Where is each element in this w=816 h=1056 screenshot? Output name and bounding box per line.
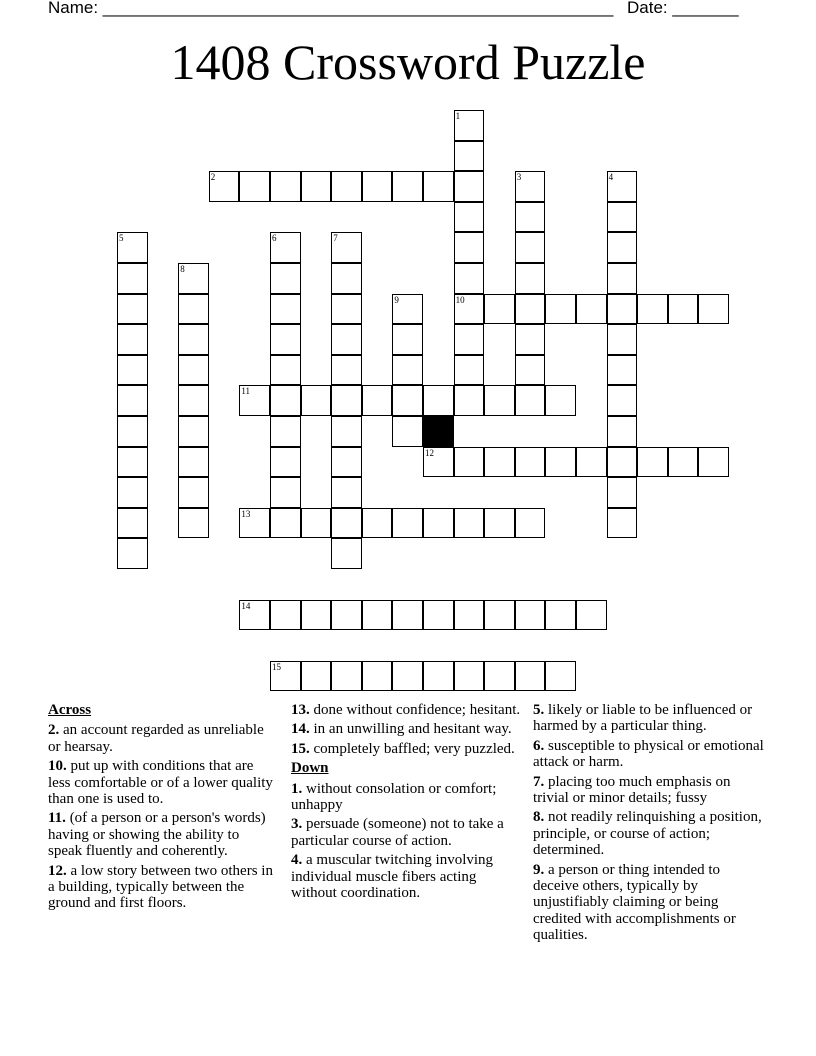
clue-down-9 (533, 862, 768, 944)
grid-cell[interactable] (454, 447, 485, 478)
grid-cell[interactable] (484, 294, 515, 325)
clue-down-4 (291, 852, 523, 901)
clue-text: (of a person or a person's words) having or showing the ability to speak fluently and coherently. (48, 810, 266, 860)
grid-cell[interactable] (270, 385, 301, 416)
grid-cell[interactable] (331, 600, 362, 631)
clue-number-label: 8 (180, 264, 185, 274)
clue-text: put up with conditions that are less comfortable or of a lower quality than one is used to. (48, 758, 273, 808)
grid-cell[interactable] (607, 416, 638, 447)
grid-cell[interactable] (515, 324, 546, 355)
grid-cell[interactable] (454, 110, 485, 141)
grid-cell[interactable] (515, 385, 546, 416)
grid-cell[interactable] (454, 324, 485, 355)
grid-cell[interactable] (117, 355, 148, 386)
grid-cell[interactable] (545, 294, 576, 325)
grid-cell[interactable] (331, 294, 362, 325)
grid-cell[interactable] (239, 385, 270, 416)
clue-text: placing too much emphasis on trivial or minor details; fussy (533, 773, 731, 807)
grid-cell[interactable] (392, 171, 423, 202)
grid-cell[interactable] (423, 600, 454, 631)
grid-cell[interactable] (545, 385, 576, 416)
grid-cell[interactable] (270, 263, 301, 294)
grid-cell[interactable] (515, 263, 546, 294)
grid-cell[interactable] (576, 600, 607, 631)
clue-number-label: 4 (608, 172, 614, 183)
grid-cell[interactable] (576, 447, 607, 478)
grid-cell[interactable] (117, 508, 148, 539)
grid-cell[interactable] (454, 661, 485, 692)
grid-cell[interactable] (423, 661, 454, 692)
grid-cell[interactable] (454, 263, 485, 294)
clue-number-label: 15 (272, 661, 281, 672)
grid-cell[interactable] (454, 355, 485, 386)
grid-cell[interactable] (515, 600, 546, 631)
grid-cell[interactable] (484, 661, 515, 692)
grid-cell[interactable] (484, 600, 515, 631)
clue-number-label: 13 (241, 508, 251, 519)
grid-cell[interactable] (270, 600, 301, 631)
grid-cell[interactable] (117, 263, 148, 294)
clue-across-15 (291, 741, 523, 757)
clue-text: likely or liable to be influenced or harmed by a particular thing. (533, 702, 753, 735)
grid-cell[interactable] (178, 324, 209, 355)
grid-cell[interactable] (515, 661, 546, 692)
grid-cell[interactable] (117, 538, 148, 569)
clue-text: done without confidence; hesitant. (313, 702, 521, 718)
grid-cell[interactable] (607, 355, 638, 386)
grid-cell[interactable] (301, 508, 332, 539)
grid-cell[interactable] (117, 477, 148, 508)
clue-column-3 (533, 702, 768, 947)
grid-cell[interactable] (637, 447, 668, 478)
clue-across-12 (48, 863, 276, 912)
grid-cell[interactable] (117, 385, 148, 416)
grid-cell[interactable] (698, 447, 729, 478)
clue-text: a muscular twitching involving individual muscle fibers acting without coordination. (291, 852, 494, 902)
page-title: 1408 Crossword Puzzle (170, 34, 646, 90)
clue-number: 14. (291, 721, 310, 738)
clue-number-label: 6 (272, 233, 277, 244)
clue-number: 12. (48, 862, 67, 879)
grid-cell[interactable] (178, 294, 209, 325)
grid-cell[interactable] (178, 447, 209, 478)
grid-cell[interactable] (362, 661, 393, 692)
grid-cell[interactable] (178, 355, 209, 386)
grid-cell[interactable] (331, 324, 362, 355)
grid-cell[interactable] (484, 385, 515, 416)
clue-number-label: 11 (241, 386, 251, 397)
grid-cell[interactable] (239, 171, 270, 202)
grid-cell[interactable] (362, 508, 393, 539)
grid-cell[interactable] (668, 447, 699, 478)
grid-cell[interactable] (607, 294, 638, 325)
clue-number-label: 3 (516, 172, 522, 183)
clue-across-13 (291, 702, 523, 718)
grid-cell[interactable] (607, 477, 638, 508)
clue-text: without consolation or comfort; unhappy (291, 780, 497, 814)
grid-cell[interactable] (454, 508, 485, 539)
grid-cell[interactable] (515, 508, 546, 539)
grid-cell[interactable] (668, 294, 699, 325)
grid-cell[interactable] (270, 355, 301, 386)
grid-cell[interactable] (454, 141, 485, 172)
clue-number-label: 1 (455, 111, 461, 121)
date-field-label: Date: _______ (627, 0, 739, 17)
clue-number: 11. (48, 810, 66, 827)
grid-cell[interactable] (301, 600, 332, 631)
grid-cell[interactable] (607, 171, 638, 202)
grid-cell[interactable] (392, 385, 423, 416)
clue-number: 6. (533, 737, 545, 754)
clue-text: an account regarded as unreliable or hearsay. (48, 722, 264, 755)
clue-text: not readily relinquishing a position, principle, or course of action; determined. (533, 809, 762, 859)
grid-cell[interactable] (392, 324, 423, 355)
grid-cell[interactable] (515, 294, 546, 325)
grid-cell[interactable] (607, 202, 638, 233)
clue-number: 5. (533, 702, 545, 718)
grid-cell[interactable] (270, 508, 301, 539)
grid-cell[interactable] (178, 385, 209, 416)
clue-number: 15. (291, 740, 310, 757)
grid-cell[interactable] (637, 294, 668, 325)
grid-cell[interactable] (270, 294, 301, 325)
grid-cell[interactable] (454, 171, 485, 202)
grid-cell[interactable] (301, 171, 332, 202)
clue-across-2 (48, 722, 276, 755)
grid-cell[interactable] (607, 447, 638, 478)
grid-cell[interactable] (454, 600, 485, 631)
grid-cell[interactable] (331, 416, 362, 447)
clue-text: a person or thing intended to deceive others, typically by unjustifiably claiming or being credited with accomplishments or qualities. (533, 861, 736, 944)
clue-down-5 (533, 702, 768, 735)
grid-cell[interactable] (178, 508, 209, 539)
clue-down-7 (533, 774, 768, 807)
grid-cell[interactable] (392, 600, 423, 631)
clue-number-label: 12 (425, 447, 434, 458)
grid-cell[interactable] (392, 508, 423, 539)
clue-number-label: 14 (241, 600, 251, 611)
name-field-label: Name: ______________________________________________________ (48, 0, 614, 17)
clue-number: 3. (291, 816, 303, 833)
across-heading: Across (48, 702, 92, 718)
grid-cell[interactable] (178, 263, 209, 294)
grid-cell[interactable] (117, 232, 148, 263)
grid-cell[interactable] (454, 232, 485, 263)
clue-down-6 (533, 738, 768, 771)
grid-cell[interactable] (301, 385, 332, 416)
clue-number: 8. (533, 809, 545, 826)
grid-cell[interactable] (270, 447, 301, 478)
grid-cell[interactable] (454, 202, 485, 233)
grid-cell[interactable] (331, 477, 362, 508)
grid-cell[interactable] (392, 294, 423, 325)
grid-cell[interactable] (331, 232, 362, 263)
grid-cell[interactable] (454, 294, 485, 325)
grid-cell[interactable] (209, 171, 240, 202)
grid-cell[interactable] (270, 416, 301, 447)
grid-cell[interactable] (484, 508, 515, 539)
clue-across-10 (48, 758, 276, 807)
grid-cell[interactable] (576, 294, 607, 325)
grid-cell[interactable] (301, 661, 332, 692)
grid-cell[interactable] (607, 385, 638, 416)
grid-cell[interactable] (270, 324, 301, 355)
grid-cell[interactable] (270, 477, 301, 508)
clue-down-1 (291, 781, 523, 814)
grid-cell[interactable] (117, 294, 148, 325)
clue-number-label: 9 (394, 294, 399, 305)
clue-column-2 (291, 702, 523, 904)
grid-cell[interactable] (270, 661, 301, 692)
clue-number: 7. (533, 773, 545, 790)
clue-number-label: 5 (119, 233, 124, 244)
grid-cell[interactable] (270, 171, 301, 202)
clue-number: 13. (291, 702, 310, 718)
grid-cell[interactable] (362, 600, 393, 631)
grid-cell[interactable] (331, 661, 362, 692)
down-heading: Down (291, 760, 329, 777)
grid-cell[interactable] (331, 508, 362, 539)
grid-cell[interactable] (515, 355, 546, 386)
clue-text: in an unwilling and hesitant way. (313, 721, 512, 738)
clue-number-label: 7 (333, 233, 338, 244)
grid-cell[interactable] (178, 477, 209, 508)
grid-cell[interactable] (178, 416, 209, 447)
grid-cell[interactable] (423, 447, 454, 478)
grid-cell[interactable] (423, 171, 454, 202)
grid-cell[interactable] (331, 447, 362, 478)
clue-column-1 (48, 702, 276, 915)
grid-cell[interactable] (331, 263, 362, 294)
grid-cell[interactable] (392, 355, 423, 386)
grid-cell[interactable] (392, 416, 423, 447)
clue-number-label: 10 (455, 294, 465, 305)
grid-cell[interactable] (484, 447, 515, 478)
clue-number: 1. (291, 780, 303, 797)
grid-cell[interactable] (545, 600, 576, 631)
grid-cell[interactable] (698, 294, 729, 325)
grid-cell[interactable] (607, 508, 638, 539)
clue-number: 4. (291, 852, 303, 869)
clue-number: 2. (48, 722, 60, 739)
grid-cell[interactable] (331, 385, 362, 416)
grid-cell[interactable] (607, 232, 638, 263)
grid-cell[interactable] (362, 171, 393, 202)
grid-cell[interactable] (607, 263, 638, 294)
grid-cell[interactable] (545, 447, 576, 478)
grid-cell[interactable] (423, 508, 454, 539)
grid-cell[interactable] (331, 171, 362, 202)
grid-cell[interactable] (515, 447, 546, 478)
grid-cell[interactable] (454, 385, 485, 416)
grid-cell[interactable] (117, 447, 148, 478)
clue-text: persuade (someone) not to take a particular course of action. (291, 816, 504, 849)
grid-cell[interactable] (117, 416, 148, 447)
clue-text: susceptible to physical or emotional attack or harm. (533, 737, 764, 771)
clue-number-label: 2 (210, 172, 216, 183)
clue-text: completely baffled; very puzzled. (313, 740, 515, 757)
clue-down-8 (533, 809, 768, 858)
clue-number: 9. (533, 861, 545, 878)
grid-cell[interactable] (117, 324, 148, 355)
grid-cell[interactable] (331, 538, 362, 569)
grid-cell[interactable] (545, 661, 576, 692)
grid-cell[interactable] (515, 171, 546, 202)
clue-across-14 (291, 721, 523, 737)
grid-cell[interactable] (515, 232, 546, 263)
grid-cell[interactable] (607, 324, 638, 355)
grid-cell[interactable] (362, 385, 393, 416)
clue-text: a low story between two others in a building, typically between the ground and first floors. (48, 862, 273, 912)
black-square (423, 416, 454, 447)
grid-cell[interactable] (331, 355, 362, 386)
grid-cell[interactable] (239, 508, 270, 539)
clue-across-11 (48, 810, 276, 859)
grid-cell[interactable] (515, 202, 546, 233)
grid-cell[interactable] (239, 600, 270, 631)
clue-down-3 (291, 816, 523, 849)
grid-cell[interactable] (423, 385, 454, 416)
clue-number: 10. (48, 758, 67, 775)
grid-cell[interactable] (270, 232, 301, 263)
grid-cell[interactable] (392, 661, 423, 692)
